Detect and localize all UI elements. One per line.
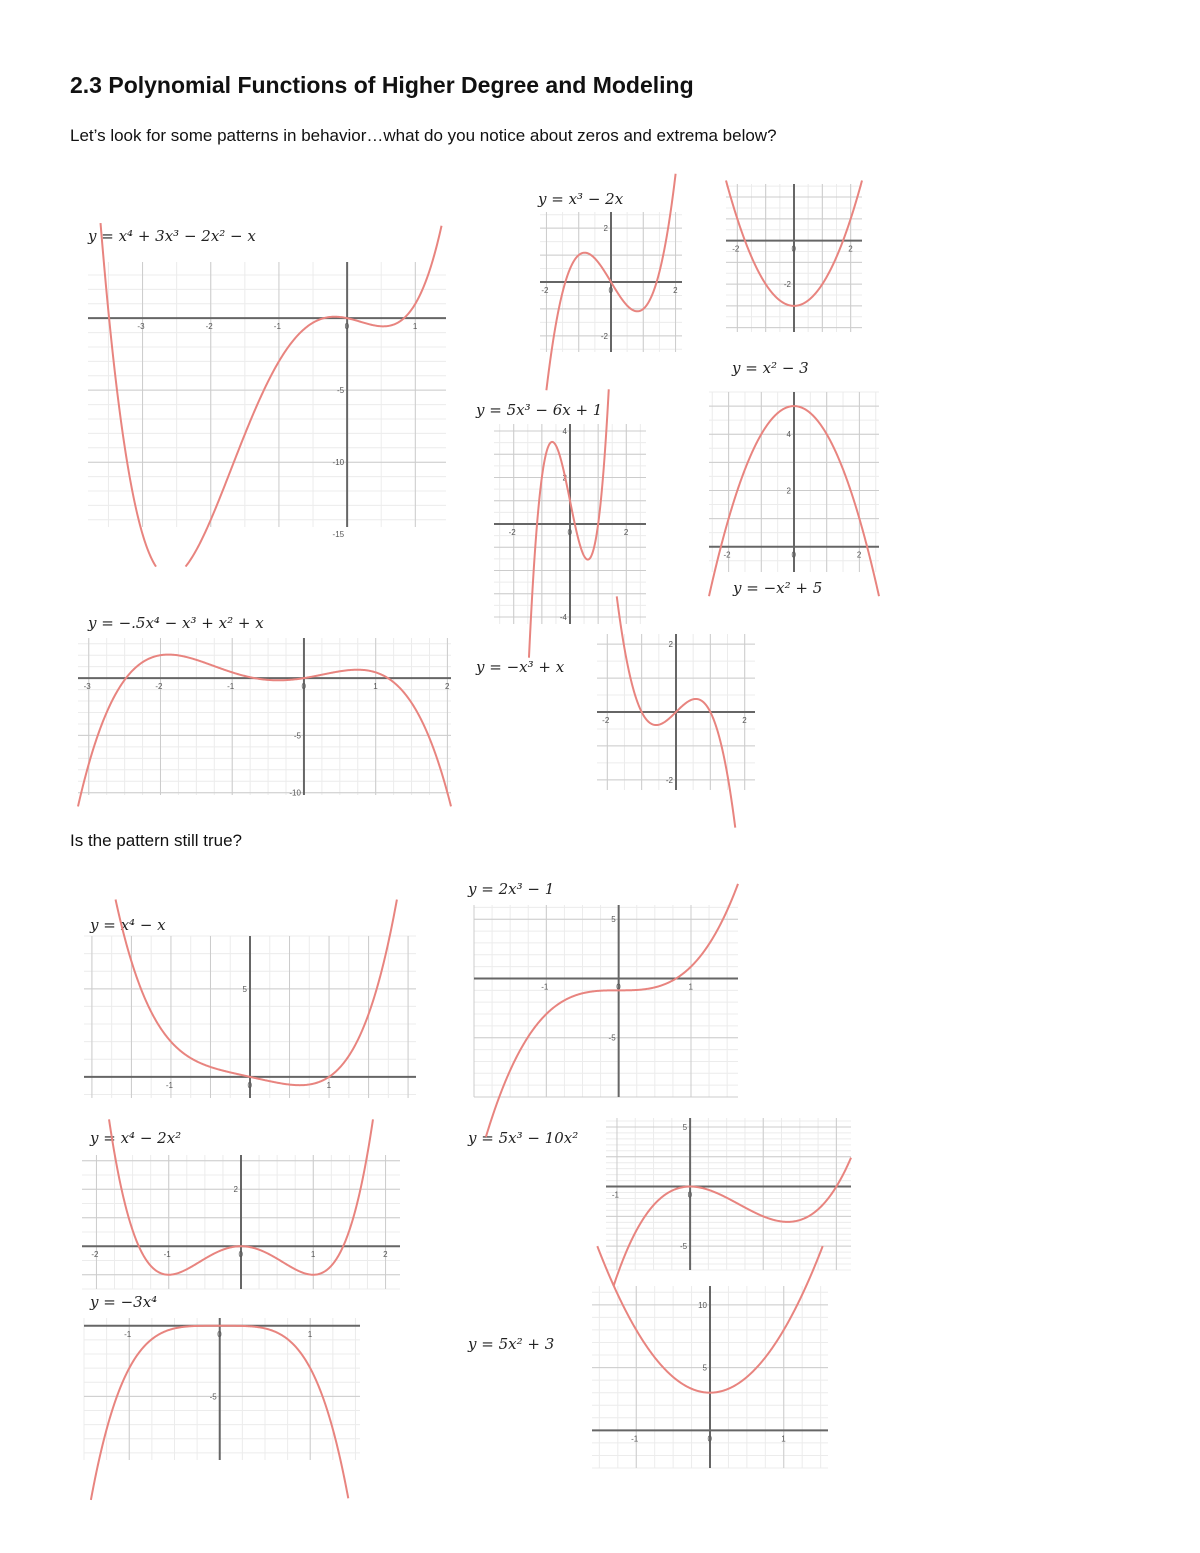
page-title: 2.3 Polynomial Functions of Higher Degree and Modeling bbox=[70, 72, 694, 98]
g6-x-tick-label: 0 bbox=[301, 682, 306, 692]
g10-x-tick-label: 2 bbox=[383, 1250, 388, 1260]
g12-x-tick-label: 0 bbox=[217, 1329, 222, 1339]
g1-x-tick-label: -1 bbox=[273, 322, 281, 332]
question-text: Is the pattern still true? bbox=[70, 831, 242, 850]
g5-x-tick-label: 2 bbox=[856, 550, 862, 560]
g1-y-tick-label: -10 bbox=[332, 458, 345, 468]
g8-x-tick-label: -1 bbox=[165, 1080, 173, 1090]
g2-x-tick-label: 2 bbox=[673, 286, 678, 295]
g5-x-tick-label: -2 bbox=[723, 550, 731, 560]
g12-y-tick-label: -5 bbox=[209, 1392, 217, 1402]
g1-x-tick-label: 1 bbox=[412, 322, 418, 332]
g12-svg bbox=[84, 1318, 360, 1460]
graph-g11 bbox=[606, 1118, 851, 1270]
graph-g6 bbox=[78, 638, 451, 798]
g7-x-tick-label: 2 bbox=[742, 716, 747, 725]
graph-g3 bbox=[726, 184, 862, 332]
g6-x-tick-label: -1 bbox=[227, 682, 235, 692]
equation-label-g10: y = x⁴ − 2x² bbox=[90, 1129, 182, 1147]
equation-label-g12: y = −3x⁴ bbox=[90, 1293, 158, 1311]
g10-x-tick-label: -2 bbox=[91, 1250, 99, 1260]
g1-x-tick-label: -2 bbox=[205, 322, 213, 332]
g2-x-tick-label: 0 bbox=[608, 286, 613, 295]
g10-x-tick-label: 0 bbox=[238, 1250, 243, 1260]
g8-x-tick-label: 0 bbox=[247, 1080, 252, 1090]
equation-label-g8: y = x⁴ − x bbox=[90, 916, 166, 934]
graph-g9 bbox=[474, 905, 738, 1097]
g6-x-tick-label: 1 bbox=[373, 682, 378, 692]
g10-x-tick-label: -1 bbox=[163, 1250, 171, 1260]
g6-grid bbox=[78, 638, 451, 795]
g13-svg bbox=[592, 1286, 828, 1468]
g9-svg bbox=[474, 905, 738, 1097]
equation-label-g11: y = 5x³ − 10x² bbox=[468, 1129, 579, 1147]
equation-label-g1: y = x⁴ + 3x³ − 2x² − x bbox=[88, 227, 256, 245]
g9-x-tick-label: 1 bbox=[688, 982, 693, 992]
g6-y-tick-label: -10 bbox=[289, 788, 301, 798]
equation-label-g5: y = −x² + 5 bbox=[733, 579, 823, 597]
equation-label-g2: y = x³ − 2x bbox=[538, 190, 624, 208]
g4-x-tick-label: 2 bbox=[623, 528, 629, 537]
g9-grid bbox=[474, 905, 738, 1097]
g7-x-tick-label: -2 bbox=[602, 716, 610, 725]
g12-grid bbox=[84, 1318, 360, 1460]
g13-x-tick-label: 0 bbox=[707, 1434, 712, 1444]
g2-x-tick-label: -2 bbox=[541, 286, 549, 295]
equation-label-g7: y = −x³ + x bbox=[476, 658, 565, 676]
g5-x-tick-label: 0 bbox=[791, 550, 796, 560]
equation-label-g4: y = 5x³ − 6x + 1 bbox=[476, 401, 603, 419]
g11-grid bbox=[606, 1118, 851, 1270]
g3-x-tick-label: -2 bbox=[732, 244, 740, 254]
g13-x-tick-label: -1 bbox=[631, 1434, 639, 1444]
equation-label-g9: y = 2x³ − 1 bbox=[468, 880, 555, 898]
g12-x-tick-label: -1 bbox=[124, 1329, 132, 1339]
graph-g2 bbox=[540, 212, 682, 352]
g1-y-tick-label: -5 bbox=[336, 386, 345, 396]
g3-x-tick-label: 0 bbox=[791, 244, 796, 254]
intro-text: Let’s look for some patterns in behavior…what do you notice about zeros and extrema below? bbox=[70, 126, 777, 145]
g13-x-tick-label: 1 bbox=[781, 1434, 786, 1444]
g1-y-tick-label: -15 bbox=[332, 530, 345, 540]
g11-x-tick-label: -1 bbox=[611, 1190, 619, 1200]
g10-x-tick-label: 1 bbox=[310, 1250, 316, 1260]
g5-svg bbox=[709, 392, 879, 572]
equation-label-g13: y = 5x² + 3 bbox=[468, 1335, 555, 1353]
g9-x-tick-label: 0 bbox=[616, 982, 621, 992]
g1-x-tick-label: 0 bbox=[344, 322, 350, 332]
g5-y-tick-label: 4 bbox=[786, 430, 791, 440]
g11-y-tick-label: 5 bbox=[682, 1122, 688, 1132]
g7-svg bbox=[597, 634, 755, 790]
g1-x-tick-label: -3 bbox=[137, 322, 145, 332]
g1-grid bbox=[88, 262, 446, 527]
graph-g4 bbox=[494, 424, 646, 624]
g6-x-tick-label: -3 bbox=[83, 682, 91, 692]
g5-y-tick-label: 2 bbox=[786, 486, 791, 496]
g6-y-tick-label: -5 bbox=[293, 731, 301, 741]
g7-y-tick-label: -2 bbox=[665, 775, 673, 785]
g3-y-tick-label: -2 bbox=[783, 280, 791, 290]
g3-svg bbox=[726, 184, 862, 332]
g4-x-tick-label: -2 bbox=[508, 528, 516, 537]
equation-label-g3: y = x² − 3 bbox=[732, 359, 809, 377]
graph-g8 bbox=[84, 936, 416, 1098]
g8-svg bbox=[84, 936, 416, 1098]
graph-g10 bbox=[82, 1155, 400, 1289]
equation-label-g6: y = −.5x⁴ − x³ + x² + x bbox=[88, 614, 264, 632]
g1-svg bbox=[88, 262, 446, 540]
g2-svg bbox=[540, 212, 682, 352]
g4-x-tick-label: 0 bbox=[567, 528, 572, 537]
g6-x-tick-label: -2 bbox=[155, 682, 163, 692]
g2-y-tick-label: 2 bbox=[603, 224, 608, 234]
g9-y-tick-label: -5 bbox=[608, 1033, 616, 1043]
graph-g12 bbox=[84, 1318, 360, 1460]
g4-svg bbox=[494, 424, 646, 624]
graph-g13 bbox=[592, 1286, 828, 1468]
g12-x-tick-label: 1 bbox=[307, 1329, 313, 1339]
g9-x-tick-label: -1 bbox=[541, 982, 549, 992]
g11-x-tick-label: 0 bbox=[687, 1190, 693, 1200]
g13-y-tick-label: 10 bbox=[698, 1300, 707, 1310]
graph-g7 bbox=[597, 634, 755, 790]
g4-y-tick-label: 4 bbox=[562, 426, 567, 436]
g13-y-tick-label: 5 bbox=[702, 1363, 707, 1373]
g2-y-tick-label: -2 bbox=[600, 331, 608, 341]
g4-y-tick-label: 2 bbox=[562, 473, 567, 483]
g7-y-tick-label: 2 bbox=[668, 640, 673, 650]
g10-svg bbox=[82, 1155, 400, 1289]
g8-y-tick-label: 5 bbox=[242, 984, 247, 994]
g11-y-tick-label: -5 bbox=[679, 1242, 688, 1252]
g3-x-tick-label: 2 bbox=[848, 244, 853, 254]
g9-y-tick-label: 5 bbox=[611, 915, 616, 925]
graph-g5 bbox=[709, 392, 879, 572]
g6-x-tick-label: 2 bbox=[444, 682, 450, 692]
g8-x-tick-label: 1 bbox=[326, 1080, 332, 1090]
g4-y-tick-label: -4 bbox=[559, 613, 567, 623]
g6-svg bbox=[78, 638, 451, 798]
graph-g1 bbox=[88, 262, 446, 540]
g10-y-tick-label: 2 bbox=[233, 1185, 238, 1195]
g11-svg bbox=[606, 1118, 851, 1270]
